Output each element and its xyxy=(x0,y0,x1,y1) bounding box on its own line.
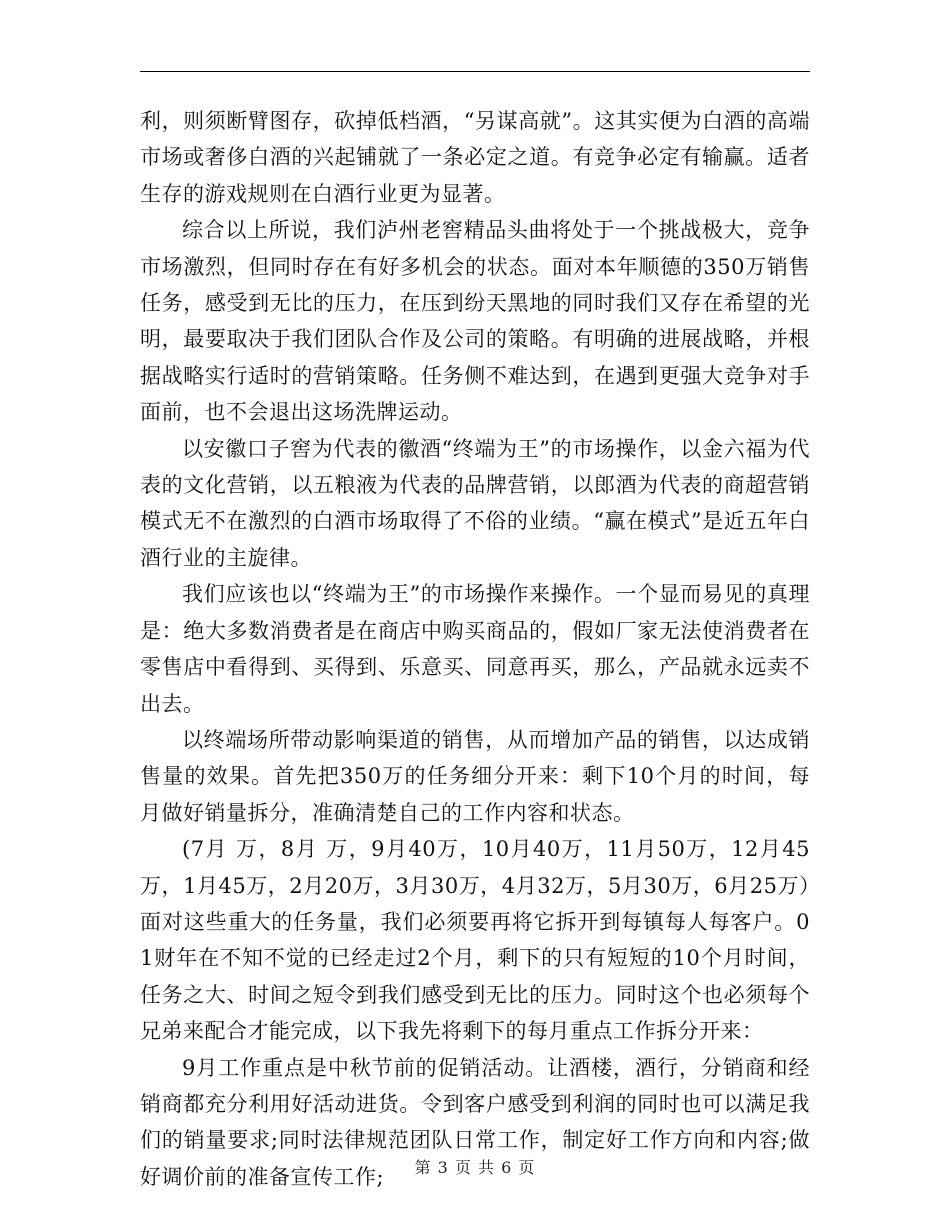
paragraph-1: 利，则须断臂图存，砍掉低档酒，“另谋高就”。这其实便为白酒的高端市场或奢侈白酒的兴起铺就了一条必定之道。有竞争必定有输赢。适者生存的游戏规则在白酒行业更为显著。 xyxy=(140,109,810,206)
paragraph-5: 以终端场所带动影响渠道的销售，从而增加产品的销售，以达成销售量的效果。首先把350万的任务细分开来：剩下10个月的时间，每月做好销量拆分，准确清楚自己的工作内容和状态。 xyxy=(140,727,810,825)
header-rule xyxy=(140,71,810,72)
document-body xyxy=(140,103,810,1195)
paragraph-2: 综合以上所说，我们泸州老窖精品头曲将处于一个挑战极大，竞争市场激烈，但同时存在有好多机会的状态。面对本年顺德的350万销售任务，感受到无比的压力，在压到纷天黑地的同时我们又存在希望的光明，最要取决于我们团队合作及公司的策略。有明确的进展战略，并根据战略实行适时的营销策略。任务侧不难达到，在遇到更强大竞争对手面前，也不会退出这场洗牌运动。 xyxy=(140,218,810,425)
page-footer: 第 3 页 共 6 页 xyxy=(414,1158,536,1177)
paragraph-3: 以安徽口子窖为代表的徽酒“终端为王”的市场操作，以金六福为代表的文化营销，以五粮液为代表的品牌营销，以郎酒为代表的商超营销模式无不在激烈的白酒市场取得了不俗的业绩。“赢在模式”是近五年白酒行业的主旋律。 xyxy=(140,436,810,570)
paragraph-7: 9月工作重点是中秋节前的促销活动。让酒楼，酒行，分销商和经销商都充分利用好活动进货。令到客户感受到利润的同时也可以满足我们的销量要求;同时法律规范团队日常工作，制定好工作方向和内容;做好调价前的准备宣传工作; xyxy=(140,1055,810,1189)
paragraph-6: (7月 万，8月 万，9月40万，10月40万，11月50万，12月45万，1月45万，2月20万，3月30万，4月32万，5月30万，6月25万）面对这些重大的任务量，我们必须要再将它拆开到每镇每人每客户。01财年在不知不觉的已经走过2个月，剩下的只有短短的10个月时间，任务之大、时间之短令到我们感受到无比的压力。同时这个也必须每个兄弟来配合才能完成，以下我先将剩下的每月重点工作拆分开来： xyxy=(140,837,810,1044)
paragraph-4: 我们应该也以“终端为王”的市场操作来操作。一个显而易见的真理是：绝大多数消费者是在商店中购买商品的，假如厂家无法使消费者在零售店中看得到、买得到、乐意买、同意再买，那么，产品就永远卖不出去。 xyxy=(140,582,810,716)
